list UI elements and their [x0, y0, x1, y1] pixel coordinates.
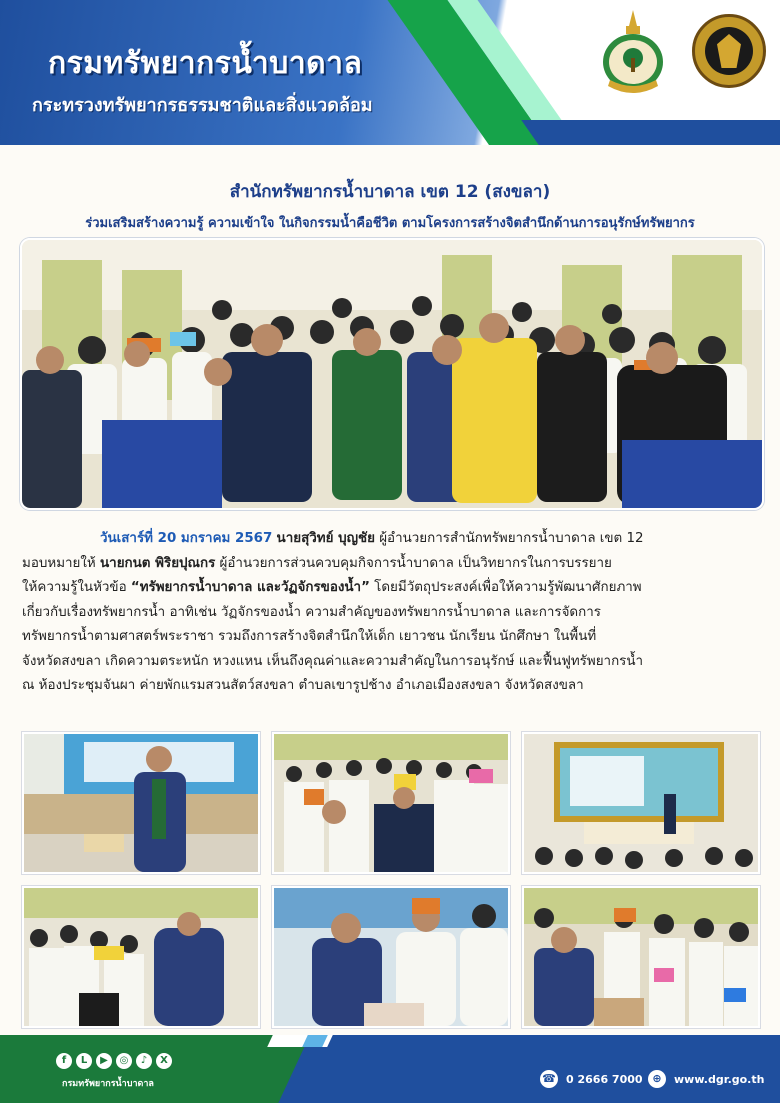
body-line: ทรัพยากรน้ำตามศาสตร์พระราชา รวมถึงการสร้างจิตสำนึกให้เด็ก เยาวชน นักเรียน นักศึกษา ในพื้นที่ — [22, 629, 597, 644]
event-photo — [22, 886, 260, 1028]
tiktok-icon[interactable]: ♪ — [136, 1053, 152, 1069]
body-line: ณ ห้องประชุมจันผา ค่ายพักแรมสวนสัตว์สงขลา ตำบลเขารูปช้าง อำเภอเมืองสงขลา จังหวัดสงขลา — [22, 678, 584, 693]
social-label: กรมทรัพยากรน้ำบาดาล — [62, 1079, 154, 1089]
facebook-icon[interactable]: f — [56, 1053, 72, 1069]
lecture-topic: “ทรัพยากรน้ำบาดาล และวัฏจักรของน้ำ” — [130, 580, 370, 595]
article-subtitle: ร่วมเสริมสร้างความรู้ ความเข้าใจ ในกิจกรรมน้ำคือชีวิต ตามโครงการสร้างจิตสำนึกด้านการอนุรักษ์ทรัพยากร — [85, 216, 695, 231]
hero-photo — [20, 238, 764, 510]
speaker-name: นายกนต พิริยปุณกร — [100, 555, 216, 571]
body-text-segment: ผู้อำนวยการสำนักทรัพยากรน้ำบาดาล เขต 12 — [379, 531, 644, 546]
event-photo — [522, 886, 760, 1028]
phone-number: 0 2666 7000 — [566, 1072, 643, 1086]
article-title: สำนักทรัพยากรน้ำบาดาล เขต 12 (สงขลา) — [229, 182, 551, 202]
event-photo — [522, 732, 760, 874]
body-line — [22, 576, 760, 601]
event-photo — [272, 886, 510, 1028]
body-line — [22, 552, 760, 577]
event-photo — [272, 732, 510, 874]
body-line — [22, 527, 760, 552]
body-text-segment: ให้ความรู้ในหัวข้อ — [22, 580, 127, 595]
body-text-segment: ผู้อำนวยการส่วนควบคุมกิจการน้ำบาดาล เป็นวิทยากรในการบรรยาย — [219, 555, 612, 571]
body-line: เกี่ยวกับเรื่องทรัพยากรน้ำ อาทิเช่น วัฏจักรของน้ำ ความสำคัญของทรัพยากรน้ำบาดาล และการจัดการ — [22, 604, 601, 620]
ministry-emblem-icon — [598, 8, 668, 96]
instagram-icon[interactable]: ◎ — [116, 1053, 132, 1069]
body-text-segment: โดยมีวัตถุประสงค์เพื่อให้ความรู้พัฒนาศักยภาพ — [374, 580, 642, 595]
x-icon[interactable]: X — [156, 1053, 172, 1069]
event-date: วันเสาร์ที่ 20 มกราคม 2567 — [100, 531, 273, 546]
body-text-segment: มอบหมายให้ — [22, 555, 96, 571]
header-banner — [0, 0, 780, 145]
globe-icon: ⊕ — [648, 1070, 666, 1088]
org-name: กรมทรัพยากรน้ำบาดาล — [48, 46, 363, 81]
event-photo — [22, 732, 260, 874]
ministry-name: กระทรวงทรัพยากรธรรมชาติและสิ่งแวดล้อม — [32, 95, 373, 116]
website-url: www.dgr.go.th — [674, 1072, 765, 1086]
body-line: จังหวัดสงขลา เกิดความตระหนัก หวงแหน เห็นถึงคุณค่าและความสำคัญในการอนุรักษ์ และฟื้นฟูทรัพยากรน้ำ — [22, 653, 644, 669]
phone-contact[interactable] — [540, 1070, 643, 1088]
phone-icon: ☎ — [540, 1070, 558, 1088]
youtube-icon[interactable]: ▶ — [96, 1053, 112, 1069]
footer-bar — [0, 1035, 780, 1103]
website-link[interactable] — [648, 1070, 764, 1088]
dgr-seal-icon — [692, 14, 766, 88]
social-links — [56, 1053, 172, 1069]
line-icon[interactable]: L — [76, 1053, 92, 1069]
director-name: นายสุวิทย์ บุญชัย — [276, 531, 375, 546]
footer-green-panel — [0, 1035, 310, 1103]
header-stripe — [521, 120, 780, 145]
article-body — [22, 527, 760, 699]
